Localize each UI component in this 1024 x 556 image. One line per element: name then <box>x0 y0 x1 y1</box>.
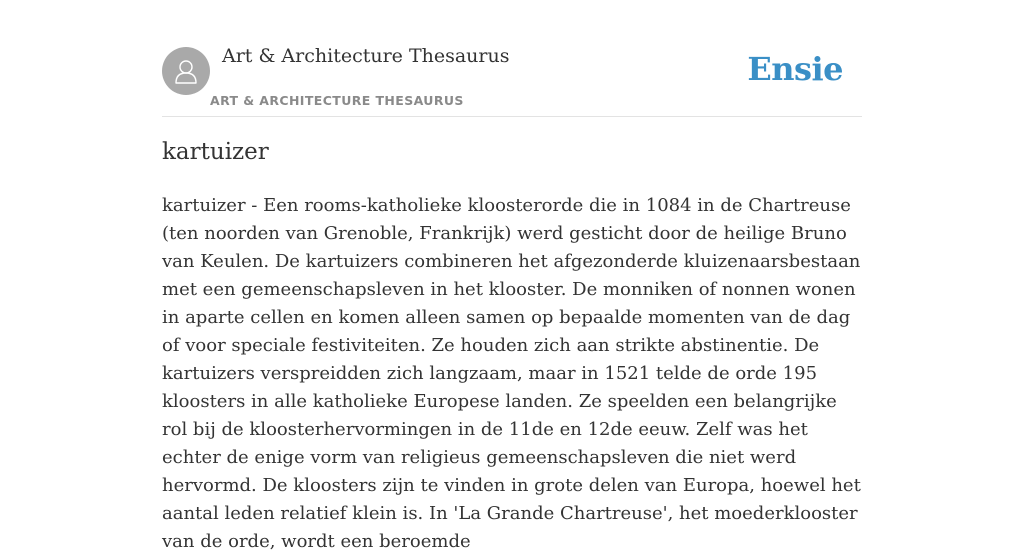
header <box>162 0 862 117</box>
page-title: kartuizer <box>162 139 269 165</box>
author-name-link[interactable]: Art & Architecture Thesaurus <box>222 45 510 67</box>
content-container <box>162 0 862 552</box>
source-label-link[interactable]: ART & ARCHITECTURE THESAURUS <box>210 93 464 108</box>
user-icon <box>171 56 201 86</box>
ensie-logo[interactable]: Ensie <box>747 50 843 88</box>
author-avatar[interactable] <box>162 47 210 95</box>
article-body: kartuizer - Een rooms-katholieke kloosterorde die in 1084 in de Chartreuse (ten noorden van Grenoble, Frankrijk) werd gesticht door de heilige Bruno van Keulen. De kartuizers combineren het afgezonderde kluizenaarsbestaan met een gemeenschapsleven in het klooster. De monniken of nonnen wonen in aparte cellen en komen alleen samen op bepaalde momenten van de dag of voor speciale festiviteiten. Ze houden zich aan strikte abstinentie. De kartuizers verspreidden zich langzaam, maar in 1521 telde de orde 195 kloosters in alle katholieke Europese landen. Ze speelden een belangrijke rol bij de kloosterhervormingen in de 11de en 12de eeuw. Zelf was het echter de enige vorm van religieus gemeenschapsleven die niet werd hervormd. De kloosters zijn te vinden in grote delen van Europa, hoewel het aantal leden relatief klein is. In 'La Grande Chartreuse', het moederklooster van de orde, wordt een beroemde <box>162 195 861 552</box>
